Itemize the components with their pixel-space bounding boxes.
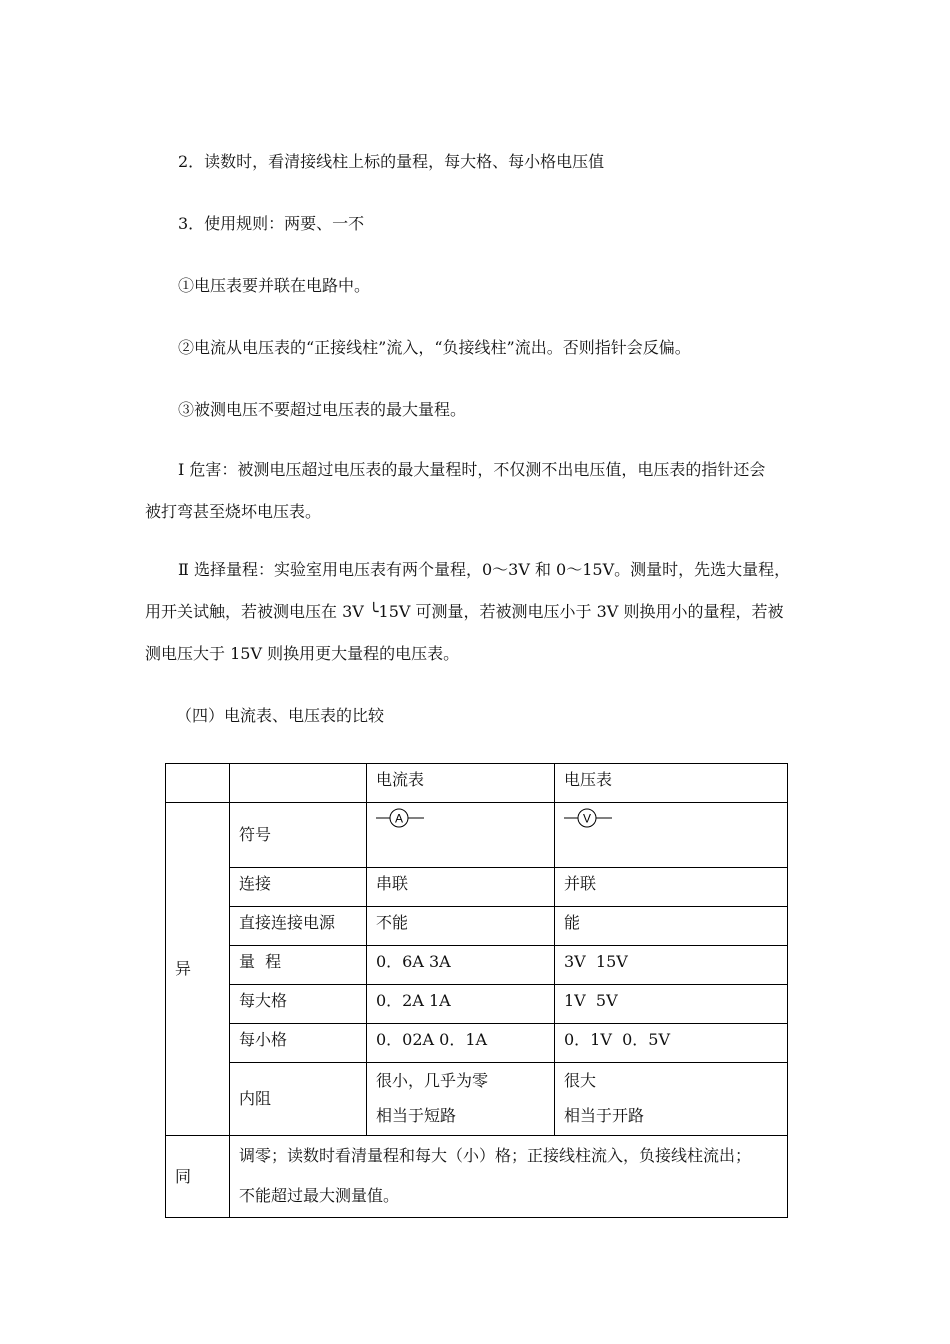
group-same-label: 同 — [166, 1136, 230, 1218]
table-row — [166, 1024, 788, 1063]
table-row — [166, 946, 788, 985]
range-line-2: 用开关试触，若被测电压在 3V ╰15V 可测量，若被测电压小于 3V 则换用小的量程，若被 — [145, 602, 784, 621]
table-row — [166, 803, 788, 868]
paragraph-rule-3: ③被测电压不要超过电压表的最大量程。 — [178, 400, 467, 419]
voltmeter-symbol — [555, 803, 788, 868]
ammeter-connection: 串联 — [367, 868, 555, 907]
ammeter-resistance-line-2: 相当于短路 — [376, 1106, 457, 1125]
paragraph-reading: 2．读数时，看清接线柱上标的量程，每大格、每小格电压值 — [178, 152, 605, 171]
range-line-3: 测电压大于 15V 则换用更大量程的电压表。 — [145, 644, 460, 663]
header-empty-2 — [230, 764, 367, 803]
row-label-direct-power: 直接连接电源 — [230, 907, 367, 946]
voltmeter-connection: 并联 — [555, 868, 788, 907]
comparison-table — [165, 763, 788, 1218]
table-row — [166, 1063, 788, 1136]
row-label-resistance: 内阻 — [230, 1063, 367, 1136]
same-points-line-1: 调零；读数时看清量程和每大（小）格；正接线柱流入，负接线柱流出； — [239, 1146, 752, 1165]
row-label-connection: 连接 — [230, 868, 367, 907]
voltmeter-direct-power: 能 — [555, 907, 788, 946]
row-label-major-division: 每大格 — [230, 985, 367, 1024]
ammeter-range: 0．6A 3A — [367, 946, 555, 985]
ammeter-icon — [376, 807, 424, 829]
voltmeter-resistance — [555, 1063, 788, 1136]
voltmeter-symbol-letter: V — [582, 811, 592, 826]
table-row — [166, 907, 788, 946]
table-row-same — [166, 1136, 788, 1218]
ammeter-major-division: 0．2A 1A — [367, 985, 555, 1024]
voltmeter-icon — [564, 807, 612, 829]
ammeter-symbol — [367, 803, 555, 868]
voltmeter-resistance-line-2: 相当于开路 — [564, 1106, 645, 1125]
ammeter-direct-power: 不能 — [367, 907, 555, 946]
header-voltmeter: 电压表 — [555, 764, 788, 803]
hazard-line-1: Ⅰ 危害：被测电压超过电压表的最大量程时，不仅测不出电压值，电压表的指针还会 — [178, 460, 766, 479]
ammeter-symbol-letter: A — [394, 811, 404, 826]
row-label-minor-division: 每小格 — [230, 1024, 367, 1063]
table-row — [166, 985, 788, 1024]
same-points-line-2: 不能超过最大测量值。 — [239, 1186, 400, 1205]
paragraph-usage-rules: 3．使用规则：两要、一不 — [178, 214, 365, 233]
ammeter-resistance-line-1: 很小，几乎为零 — [376, 1071, 489, 1090]
hazard-line-2: 被打弯甚至烧坏电压表。 — [145, 502, 322, 521]
header-empty-1 — [166, 764, 230, 803]
table-row — [166, 868, 788, 907]
voltmeter-major-division: 1V 5V — [555, 985, 788, 1024]
voltmeter-minor-division: 0．1V 0．5V — [555, 1024, 788, 1063]
paragraph-hazard — [145, 449, 810, 533]
table-header-row — [166, 764, 788, 803]
voltmeter-resistance-line-1: 很大 — [564, 1071, 597, 1090]
ammeter-minor-division: 0．02A 0．1A — [367, 1024, 555, 1063]
paragraph-range-selection — [145, 549, 810, 675]
row-label-range: 量 程 — [230, 946, 367, 985]
voltmeter-range: 3V 15V — [555, 946, 788, 985]
same-points — [230, 1136, 788, 1218]
paragraph-rule-1: ①电压表要并联在电路中。 — [178, 276, 371, 295]
header-ammeter: 电流表 — [367, 764, 555, 803]
ammeter-resistance — [367, 1063, 555, 1136]
range-line-1: Ⅱ 选择量程：实验室用电压表有两个量程，0～3V 和 0～15V。测量时，先选大量程， — [178, 560, 791, 579]
paragraph-rule-2: ②电流从电压表的“正接线柱”流入，“负接线柱”流出。否则指针会反偏。 — [178, 338, 691, 357]
section-title: （四）电流表、电压表的比较 — [176, 706, 385, 725]
row-label-symbol: 符号 — [230, 803, 367, 868]
group-diff-label: 异 — [166, 803, 230, 1136]
